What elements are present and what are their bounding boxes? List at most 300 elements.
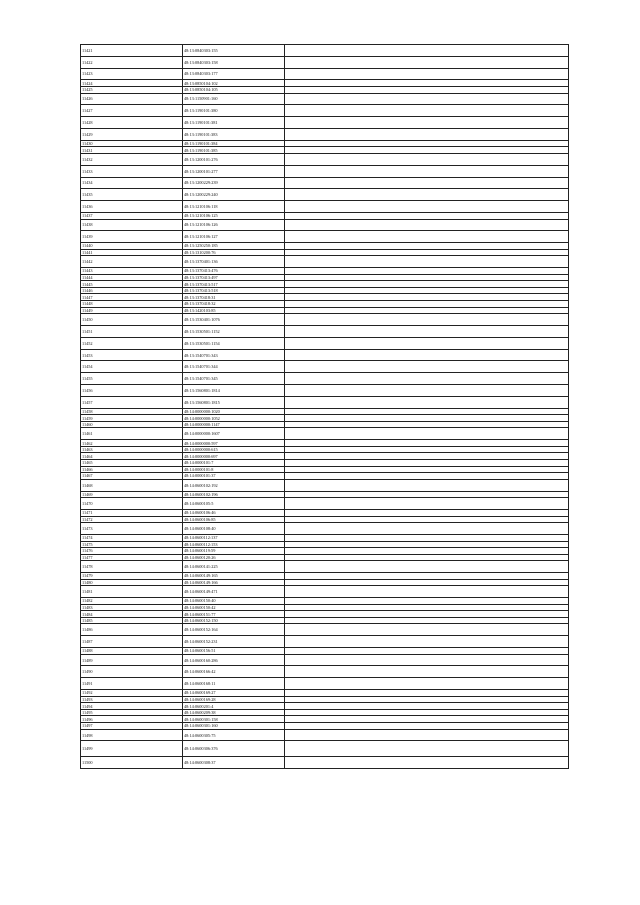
table-row [81,466,569,473]
address-cell [285,337,569,349]
address-cell [285,177,569,189]
cadastral-number-cell: 48:13:1210106:126 [183,219,285,231]
address-cell [285,219,569,231]
cadastral-number-cell: 48:13:1210106:125 [183,212,285,219]
address-cell [285,440,569,447]
cadastral-number-cell: 48:13:1370413:518 [183,287,285,294]
address-cell [285,147,569,154]
address-cell [285,654,569,666]
row-number-cell: 11441 [81,249,183,256]
table-row [81,440,569,447]
cadastral-number-cell: 48:13:0840303:177 [183,68,285,80]
address-cell [285,301,569,308]
cadastral-number-cell: 48:13:1530501:1154 [183,337,285,349]
cadastral-number-cell: 48:14:0600106:85 [183,516,285,523]
row-number-cell: 11493 [81,696,183,703]
cadastral-number-cell: 48:14:0600112:137 [183,534,285,541]
cadastral-number-cell: 48:14:0600152:164 [183,624,285,636]
address-cell [285,281,569,288]
cadastral-number-cell: 48:13:1210106:127 [183,231,285,243]
cadastral-number-cell: 48:14:0600102:196 [183,491,285,498]
table-row [81,716,569,723]
cadastral-number-cell: 48:14:0600106:46 [183,509,285,516]
cadastral-number-cell: 48:13:1560801:1815 [183,396,285,408]
table-row [81,654,569,666]
address-cell [285,498,569,510]
table-row [81,281,569,288]
address-cell [285,479,569,491]
cadastral-number-cell: 48:14:0600160:286 [183,654,285,666]
address-cell [285,678,569,690]
row-number-cell: 11469 [81,491,183,498]
cadastral-number-cell: 48:14:0000101:37 [183,473,285,480]
address-cell [285,80,569,87]
table-row [81,307,569,314]
row-number-cell: 11488 [81,648,183,655]
row-number-cell: 11466 [81,466,183,473]
table-row [81,301,569,308]
address-cell [285,624,569,636]
row-number-cell: 11481 [81,586,183,598]
address-cell [285,385,569,397]
row-number-cell: 11448 [81,301,183,308]
address-cell [285,314,569,326]
row-number-cell: 11458 [81,408,183,415]
row-number-cell: 11426 [81,93,183,105]
cadastral-number-cell: 48:14:0600151:77 [183,611,285,618]
address-cell [285,554,569,561]
address-cell [285,509,569,516]
table-row [81,274,569,281]
table-row [81,561,569,573]
cadastral-number-cell: 48:14:0000000:615 [183,446,285,453]
table-row [81,690,569,697]
cadastral-number-cell: 48:14:0600306:376 [183,741,285,757]
row-number-cell: 11427 [81,105,183,117]
address-cell [285,561,569,573]
row-number-cell: 11456 [81,385,183,397]
cadastral-number-cell: 48:13:1200229:240 [183,189,285,201]
table-row [81,617,569,624]
cadastral-number-cell: 48:13:1310200:76 [183,249,285,256]
row-number-cell: 11473 [81,523,183,535]
cadastral-number-cell: 48:14:0600156:51 [183,648,285,655]
address-cell [285,105,569,117]
address-cell [285,243,569,250]
address-cell [285,617,569,624]
cadastral-number-cell: 48:13:1530401:1076 [183,314,285,326]
table-row [81,45,569,57]
address-cell [285,201,569,213]
table-row [81,666,569,678]
cadastral-number-cell: 48:14:0000000:1052 [183,415,285,422]
row-number-cell: 11492 [81,690,183,697]
address-cell [285,165,569,177]
cadastral-number-cell: 48:13:1190101:380 [183,105,285,117]
table-row [81,80,569,87]
row-number-cell: 11482 [81,598,183,605]
row-number-cell: 11428 [81,117,183,129]
address-cell [285,604,569,611]
cadastral-number-cell: 48:13:1370413:476 [183,268,285,275]
address-cell [285,466,569,473]
row-number-cell: 11446 [81,287,183,294]
row-number-cell: 11421 [81,45,183,57]
cadastral-number-cell: 48:14:0000101:8 [183,466,285,473]
table-row [81,541,569,548]
address-cell [285,460,569,467]
table-row [81,741,569,757]
table-row [81,446,569,453]
table-row [81,516,569,523]
table-row [81,491,569,498]
row-number-cell: 11497 [81,723,183,730]
cadastral-number-cell: 48:14:0600201:4 [183,703,285,710]
cadastral-number-cell: 48:14:0000000:597 [183,440,285,447]
address-cell [285,516,569,523]
table-row [81,611,569,618]
cadastral-number-cell: 48:14:0000000:1147 [183,421,285,428]
table-row [81,421,569,428]
address-cell [285,153,569,165]
row-number-cell: 11462 [81,440,183,447]
row-number-cell: 11499 [81,741,183,757]
row-number-cell: 11476 [81,548,183,555]
row-number-cell: 11480 [81,579,183,586]
cadastral-number-cell: 48:13:1370413:517 [183,281,285,288]
table-row [81,757,569,769]
address-cell [285,729,569,741]
address-cell [285,56,569,68]
table-row [81,337,569,349]
address-cell [285,287,569,294]
row-number-cell: 11470 [81,498,183,510]
row-number-cell: 11457 [81,396,183,408]
address-cell [285,703,569,710]
address-cell [285,117,569,129]
table-row [81,586,569,598]
table-row [81,212,569,219]
table-row [81,598,569,605]
address-cell [285,231,569,243]
row-number-cell: 11490 [81,666,183,678]
cadastral-number-cell: 48:14:0600149:471 [183,586,285,598]
table-row [81,460,569,467]
cadastral-number-cell: 48:14:0600152:150 [183,617,285,624]
row-number-cell: 11472 [81,516,183,523]
row-number-cell: 11468 [81,479,183,491]
cadastral-number-cell: 48:13:1190101:381 [183,117,285,129]
table-row [81,256,569,268]
row-number-cell: 11453 [81,349,183,361]
table-row [81,287,569,294]
cadastral-number-cell: 48:13:0850104:102 [183,80,285,87]
cadastral-number-cell: 48:13:1150901:160 [183,93,285,105]
table-row [81,554,569,561]
row-number-cell: 11439 [81,231,183,243]
address-cell [285,415,569,422]
row-number-cell: 11500 [81,757,183,769]
table-row [81,314,569,326]
cadastral-number-cell: 48:14:0600108:40 [183,523,285,535]
row-number-cell: 11445 [81,281,183,288]
table-row [81,604,569,611]
table-row [81,189,569,201]
cadastral-number-cell: 48:14:0600166:42 [183,666,285,678]
table-row [81,373,569,385]
cadastral-number-cell: 48:13:1210106:118 [183,201,285,213]
table-row [81,479,569,491]
row-number-cell: 11447 [81,294,183,301]
row-number-cell: 11431 [81,147,183,154]
table-row [81,219,569,231]
row-number-cell: 11444 [81,274,183,281]
address-cell [285,361,569,373]
row-number-cell: 11437 [81,212,183,219]
table-row [81,86,569,93]
row-number-cell: 11429 [81,128,183,140]
table-row [81,117,569,129]
table-row [81,703,569,710]
table-row [81,268,569,275]
row-number-cell: 11455 [81,373,183,385]
row-number-cell: 11435 [81,189,183,201]
address-cell [285,586,569,598]
table-row [81,573,569,580]
row-number-cell: 11434 [81,177,183,189]
table-row [81,93,569,105]
row-number-cell: 11422 [81,56,183,68]
table-row [81,624,569,636]
table-row [81,243,569,250]
table-row [81,153,569,165]
cadastral-number-cell: 48:14:0600308:37 [183,757,285,769]
row-number-cell: 11479 [81,573,183,580]
cadastral-number-cell: 48:14:0600120:26 [183,554,285,561]
row-number-cell: 11477 [81,554,183,561]
row-number-cell: 11432 [81,153,183,165]
registry-page [80,44,568,769]
row-number-cell: 11430 [81,140,183,147]
address-cell [285,491,569,498]
row-number-cell: 11485 [81,617,183,624]
cadastral-number-cell: 48:14:0600301:160 [183,723,285,730]
cadastral-number-cell: 48:13:1200101:277 [183,165,285,177]
cadastral-number-cell: 48:13:1370418:32 [183,301,285,308]
cadastral-number-cell: 48:13:1530501:1152 [183,326,285,338]
address-cell [285,523,569,535]
row-number-cell: 11467 [81,473,183,480]
address-cell [285,534,569,541]
cadastral-number-cell: 48:13:1200229:239 [183,177,285,189]
registry-table [80,44,569,769]
table-row [81,579,569,586]
cadastral-number-cell: 48:14:0600168:11 [183,678,285,690]
cadastral-number-cell: 48:13:1190101:383 [183,128,285,140]
cadastral-number-cell: 48:14:0600141:225 [183,561,285,573]
cadastral-number-cell: 48:14:0600150:42 [183,604,285,611]
address-cell [285,68,569,80]
row-number-cell: 11486 [81,624,183,636]
cadastral-number-cell: 48:13:1370413:497 [183,274,285,281]
cadastral-number-cell: 48:14:0600149:165 [183,573,285,580]
row-number-cell: 11474 [81,534,183,541]
address-cell [285,307,569,314]
cadastral-number-cell: 48:14:0000000:1607 [183,428,285,440]
table-row [81,105,569,117]
table-row [81,68,569,80]
table-row [81,396,569,408]
table-row [81,678,569,690]
table-row [81,534,569,541]
address-cell [285,453,569,460]
cadastral-number-cell: 48:14:0600149:166 [183,579,285,586]
table-row [81,294,569,301]
cadastral-number-cell: 48:14:0000101:7 [183,460,285,467]
row-number-cell: 11443 [81,268,183,275]
row-number-cell: 11438 [81,219,183,231]
address-cell [285,541,569,548]
table-row [81,696,569,703]
table-row [81,177,569,189]
cadastral-number-cell: 48:14:0600169:28 [183,696,285,703]
row-number-cell: 11483 [81,604,183,611]
row-number-cell: 11489 [81,654,183,666]
address-cell [285,598,569,605]
address-cell [285,189,569,201]
table-row [81,165,569,177]
row-number-cell: 11433 [81,165,183,177]
cadastral-number-cell: 48:14:0600119:59 [183,548,285,555]
address-cell [285,579,569,586]
address-cell [285,428,569,440]
address-cell [285,396,569,408]
address-cell [285,349,569,361]
address-cell [285,249,569,256]
cadastral-number-cell: 48:13:1540701:343 [183,349,285,361]
row-number-cell: 11425 [81,86,183,93]
address-cell [285,212,569,219]
table-row [81,729,569,741]
address-cell [285,473,569,480]
cadastral-number-cell: 48:14:0000000:697 [183,453,285,460]
row-number-cell: 11423 [81,68,183,80]
cadastral-number-cell: 48:13:1190101:385 [183,147,285,154]
table-row [81,648,569,655]
address-cell [285,757,569,769]
registry-table-body [81,45,569,769]
table-row [81,636,569,648]
row-number-cell: 11465 [81,460,183,467]
address-cell [285,723,569,730]
row-number-cell: 11460 [81,421,183,428]
address-cell [285,696,569,703]
table-row [81,201,569,213]
row-number-cell: 11450 [81,314,183,326]
row-number-cell: 11495 [81,709,183,716]
table-row [81,249,569,256]
table-row [81,453,569,460]
cadastral-number-cell: 48:14:0000000:1020 [183,408,285,415]
row-number-cell: 11484 [81,611,183,618]
address-cell [285,140,569,147]
row-number-cell: 11451 [81,326,183,338]
row-number-cell: 11494 [81,703,183,710]
row-number-cell: 11454 [81,361,183,373]
row-number-cell: 11442 [81,256,183,268]
cadastral-number-cell: 48:14:0600112:153 [183,541,285,548]
table-row [81,428,569,440]
address-cell [285,611,569,618]
cadastral-number-cell: 48:13:1420103:85 [183,307,285,314]
address-cell [285,709,569,716]
address-cell [285,741,569,757]
cadastral-number-cell: 48:13:1370418:31 [183,294,285,301]
row-number-cell: 11449 [81,307,183,314]
cadastral-number-cell: 48:13:0850104:105 [183,86,285,93]
cadastral-number-cell: 48:13:0840303:158 [183,56,285,68]
cadastral-number-cell: 48:13:1540701:345 [183,373,285,385]
cadastral-number-cell: 48:14:0600102:192 [183,479,285,491]
table-row [81,231,569,243]
cadastral-number-cell: 48:13:1370401:136 [183,256,285,268]
table-row [81,326,569,338]
cadastral-number-cell: 48:13:1190101:384 [183,140,285,147]
address-cell [285,548,569,555]
address-cell [285,93,569,105]
row-number-cell: 11463 [81,446,183,453]
table-row [81,147,569,154]
address-cell [285,326,569,338]
address-cell [285,294,569,301]
row-number-cell: 11424 [81,80,183,87]
table-row [81,509,569,516]
cadastral-number-cell: 48:14:0600105:5 [183,498,285,510]
address-cell [285,573,569,580]
table-row [81,128,569,140]
cadastral-number-cell: 48:13:1250250:185 [183,243,285,250]
row-number-cell: 11440 [81,243,183,250]
address-cell [285,268,569,275]
cadastral-number-cell: 48:14:0600305:75 [183,729,285,741]
row-number-cell: 11452 [81,337,183,349]
address-cell [285,666,569,678]
address-cell [285,421,569,428]
cadastral-number-cell: 48:14:0600209:38 [183,709,285,716]
table-row [81,140,569,147]
cadastral-number-cell: 48:13:1540701:344 [183,361,285,373]
table-row [81,498,569,510]
row-number-cell: 11475 [81,541,183,548]
table-row [81,723,569,730]
table-row [81,361,569,373]
row-number-cell: 11496 [81,716,183,723]
row-number-cell: 11487 [81,636,183,648]
table-row [81,548,569,555]
table-row [81,408,569,415]
row-number-cell: 11459 [81,415,183,422]
address-cell [285,274,569,281]
cadastral-number-cell: 48:13:0840303:155 [183,45,285,57]
cadastral-number-cell: 48:13:1560801:1814 [183,385,285,397]
table-row [81,56,569,68]
address-cell [285,648,569,655]
cadastral-number-cell: 48:14:0600150:40 [183,598,285,605]
row-number-cell: 11464 [81,453,183,460]
cadastral-number-cell: 48:14:0600301:158 [183,716,285,723]
cadastral-number-cell: 48:14:0600169:27 [183,690,285,697]
address-cell [285,45,569,57]
